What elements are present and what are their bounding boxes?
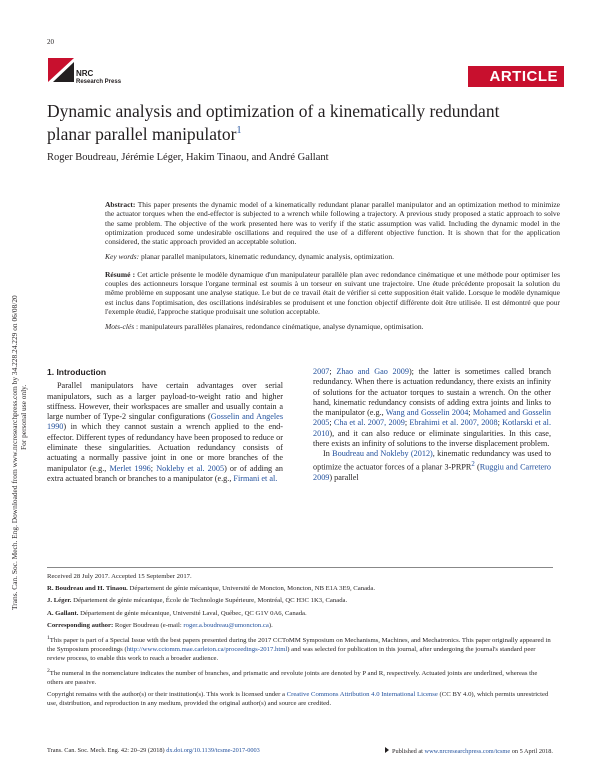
text-run: ) or of adding an extra actuated branch or branches to a manipulator (e.g., (47, 463, 283, 483)
text-run: In (323, 449, 333, 459)
affiliation-text: Département de génie mécanique, Université Laval, Québec, QC G1V 0A6, Canada. (78, 609, 307, 617)
footnote-2 (47, 667, 553, 688)
doi-link[interactable]: dx.doi.org/10.1139/tcsme-2017-0003 (166, 747, 260, 754)
text-run: ); the latter is sometimes called branch redundancy. When there is actuation redundancy, there exists an infinity of solutions for the actuator torques to sustain a wrench. On the other hand, kinematic redundancy consists of adding extra joints and links to the manipulator (e.g., (313, 367, 551, 418)
text-run: ). (268, 621, 273, 629)
license-link[interactable]: Creative Commons Attribution 4.0 International License (286, 691, 438, 698)
affiliation-text: Département de génie mécanique, École de Technologie Supérieure, Montréal, QC H3C 1K3, Canada. (71, 597, 348, 605)
text-run: ; (329, 418, 334, 428)
mots-cles-text: : manipulateurs parallèles planaires, redondance cinématique, analyse dynamique, optimisation. (134, 322, 424, 332)
journal-citation: Trans. Can. Soc. Mech. Eng. 42: 20–29 (2018) (47, 747, 167, 754)
citation-link[interactable]: Firmani et al. (233, 473, 278, 483)
citation-link[interactable]: Boudreau and Nokleby (2012) (332, 449, 433, 459)
citation-link[interactable]: Ruggiu and Carretero 2009 (313, 462, 552, 482)
text-run: , kinematic redundancy was used to optimize the actuator forces of a planar 3-PRPR (313, 449, 551, 472)
text-run: ( (474, 462, 480, 472)
citation-link[interactable]: Zhao and Gao 2009 (336, 367, 409, 376)
text-run: ; (404, 418, 410, 428)
text-run: Roger Boudreau (e-mail: (113, 621, 184, 629)
citation-link[interactable]: Nokleby et al. 2005 (156, 463, 225, 473)
download-notice-line1: Trans. Can. Soc. Mech. Eng. Downloaded from www.nrcresearchpress.com by 34.228.24.229 on 06/08/20 (10, 295, 19, 610)
column-left (47, 367, 283, 484)
resume-label: Résumé : (105, 269, 136, 279)
download-notice (10, 295, 28, 610)
footnote-divider (47, 567, 553, 568)
abstract-text: This paper presents the dynamic model of a kinematically redundant planar parallel manipulator and an optimization method to minimize the actuator torques when the end-effector is subjected to a wrench while following a trajectory. A previous study proposed a static approach to solve the same problem. The objective of the work presented here was to verify if the static assumption was valid. Including the dynamic model in the optimization produced some undesirable oscillations and required the use of a different objective function. It is shown that for the application considered, the static approach provided an acceptable solution. (105, 200, 560, 247)
text-run: Parallel manipulators have certain advantages over serial manipulators, such as a larger payload-to-weight ratio and higher stiffness. However, their workspaces are smaller and usually contain a large number of Type-2 singular configurations ( (47, 381, 283, 422)
proceedings-link[interactable]: http://www.cctomm.mae.carleton.ca/proceedings-2017.html (126, 645, 288, 653)
received-dates: Received 28 July 2017. Accepted 15 September 2017. (47, 573, 192, 580)
footnote-number: 2 (47, 667, 50, 674)
citation-link[interactable]: Wang and Gosselin 2004 (385, 408, 469, 418)
citation-link[interactable]: Ebrahimi et al. 2007, 2008 (409, 418, 498, 428)
text-run: The numeral in the nomenclature indicates the number of branches, and prismatic and revolute joints are denoted by P and R, respectively. Actuated joints are underlined, whereas the others are passive. (47, 670, 538, 686)
intro-paragraph-2 (313, 449, 551, 483)
affiliation-names: R. Boudreau and H. Tinaou. (47, 585, 128, 593)
citation-link[interactable]: Gosselin and Angeles 1990 (47, 412, 283, 432)
logo-line1: NRC (76, 69, 94, 78)
title-text: Dynamic analysis and optimization of a kinematically redundant planar parallel manipulator (47, 101, 500, 144)
mots-cles (105, 322, 560, 331)
mots-cles-label: Mots-clés (105, 322, 135, 332)
affiliation-text: Département de génie mécanique, Université de Moncton, Moncton, NB E1A 3E9, Canada. (127, 585, 376, 593)
keywords (105, 252, 560, 261)
text-run: ), and it can also reduce or eliminate singularities. In this case, there exists an infinity of solutions to the inverse displacement problem. (313, 428, 551, 449)
page-number: 20 (47, 38, 54, 46)
affiliation-names: J. Léger. (47, 597, 72, 605)
footnote-link[interactable]: 2 (471, 460, 475, 468)
page-footer (47, 747, 553, 754)
download-notice-line2: For personal use only. (19, 384, 28, 450)
text-run: ) in which they cannot sustain a wrench applied to the end-effector. Different types of redundancy have been proposed to reduce or eliminate these singularities. Actuation redundancy consists of actuating a normally passive joint in one or more branches of the manipulator (e.g., (47, 422, 283, 473)
footnote-1 (47, 634, 553, 663)
text-run: ; (497, 418, 503, 428)
email-link[interactable]: roger.a.boudreau@umoncton.ca (183, 621, 269, 629)
citation-link[interactable]: Mohamed and Gosselin 2005 (313, 408, 552, 428)
text-run: (CC BY 4.0), which permits unrestricted use, distribution, and reproduction in any medium, provided the original author(s) and source are credited. (47, 691, 549, 707)
footnote-number: 1 (47, 635, 50, 642)
affiliation-2 (47, 597, 553, 606)
abstract-label: Abstract: (105, 200, 136, 209)
citation-link[interactable]: Cha et al. 2007, 2009 (333, 418, 405, 428)
copyright (47, 691, 553, 708)
citation-link[interactable]: 2007 (313, 367, 330, 376)
abstract-block (105, 200, 560, 338)
citation-link[interactable]: Kotlarski et al. 2010 (313, 418, 551, 438)
text-run: This paper is part of a Special Issue with the best papers presented during the 2017 CCToMM Symposium on Mechanisms, Machines, and Mechatronics. This paper originally appeared in the Symposium proceedings ( (47, 637, 551, 653)
text-run: ; (150, 463, 157, 473)
corresponding-author (47, 622, 553, 631)
text-run: ) parallel (329, 472, 359, 482)
logo-text (76, 70, 121, 86)
keywords-text: planar parallel manipulators, kinematic redundancy, dynamic analysis, optimization. (139, 252, 394, 262)
author-list: Roger Boudreau, Jérémie Léger, Hakim Tinaou, and André Gallant (47, 152, 329, 163)
title-footnote-link[interactable]: 1 (236, 125, 242, 136)
text-run: ; (329, 367, 337, 376)
keywords-label: Key words: (105, 252, 140, 262)
resume-text: Cet article présente le modèle dynamique d'un manipulateur parallèle plan avec redondance cinématique et une méthode pour optimiser les couples des actionneurs lorsque l'organe terminal est soumis à un torseur en suivant une trajectoire. Une étude précédente proposait la solution du même problème en supposant une analyse statique. Le but de ce travail était de vérifier si cette supposition était valide. Lorsque le modèle dynamique est inclus dans l'optimisation, des oscillations indésirables se produisent et une fonction objectif différente doit être utilisée. Il est démontré que pour l'exemple étudié, l'approche statique produisait une solution acceptable. (105, 269, 560, 316)
paper-title (47, 101, 547, 144)
arrow-icon (385, 747, 389, 753)
text-run: on 5 April 2018. (510, 748, 553, 755)
article-banner: ARTICLE (468, 66, 564, 87)
affiliation-1 (47, 585, 553, 594)
text-run: Published at (391, 748, 425, 755)
resume (105, 270, 560, 316)
text-run: Copyright remains with the author(s) or their institution(s). This work is licensed under a (47, 691, 287, 698)
text-run: ; (468, 408, 473, 418)
text-run: ) and was selected for publication in this journal, after undergoing the journal's standard peer review process, to enable this work to reach a broader audience. (47, 645, 536, 662)
section-heading-introduction: 1. Introduction (47, 367, 107, 377)
logo-line2: Research Press (76, 79, 122, 85)
column-right (313, 367, 551, 483)
footnotes (47, 573, 553, 712)
intro-paragraph-1 (47, 381, 283, 484)
citation-link[interactable]: Merlet 1996 (109, 463, 151, 473)
affiliation-names: A. Gallant. (47, 609, 79, 617)
journal-url-link[interactable]: www.nrcresearchpress.com/tcsme (424, 748, 511, 755)
intro-paragraph-1-cont (313, 367, 551, 449)
published-info (385, 747, 553, 755)
affiliation-3 (47, 610, 553, 619)
abstract (105, 200, 560, 246)
corresponding-label: Corresponding author: (47, 621, 114, 629)
